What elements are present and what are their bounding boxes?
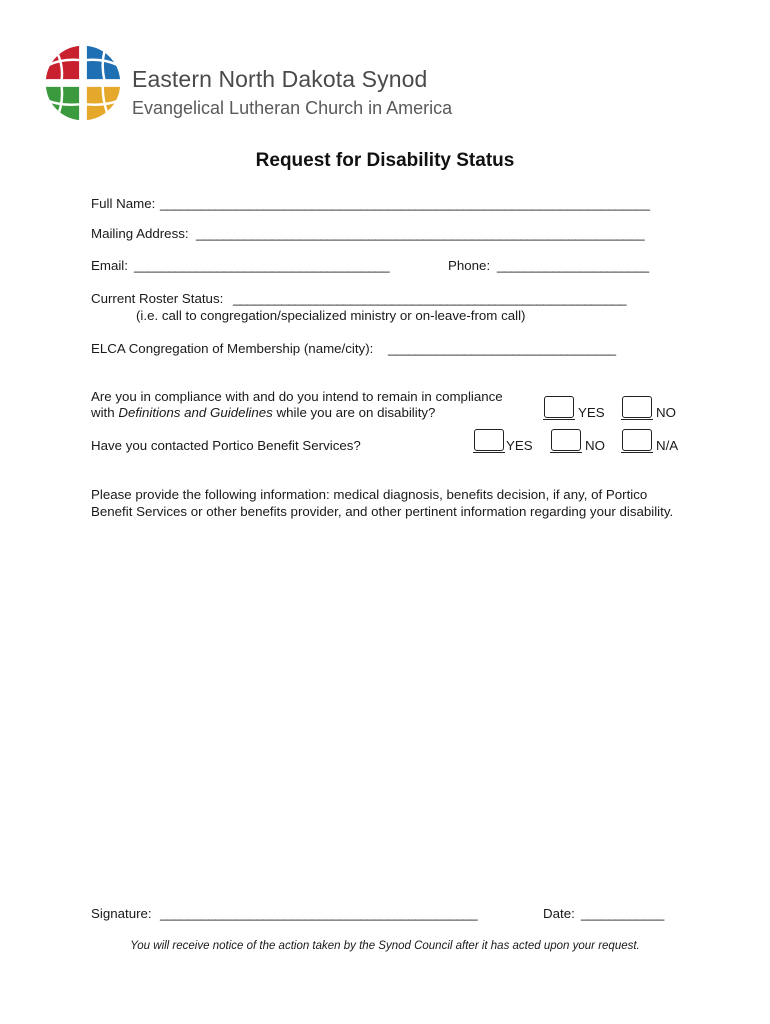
portico-no-checkbox[interactable] bbox=[551, 429, 581, 451]
compliance-with-text: with bbox=[91, 405, 119, 420]
email-label: Email: bbox=[91, 258, 128, 273]
congregation-label: ELCA Congregation of Membership (name/city): bbox=[91, 341, 374, 356]
full-name-label: Full Name: bbox=[91, 196, 156, 211]
form-title: Request for Disability Status bbox=[255, 150, 515, 171]
portico-yes-label: YES bbox=[506, 438, 533, 453]
definitions-guidelines-text: Definitions and Guidelines bbox=[118, 405, 273, 420]
footer-note: You will receive notice of the action taken by the Synod Council after it has acted upon your request. bbox=[130, 940, 640, 952]
congregation-field[interactable]: _________________________________ bbox=[388, 341, 616, 356]
synod-name: Eastern North Dakota Synod bbox=[132, 66, 428, 92]
portico-question: Have you contacted Portico Benefit Services? bbox=[91, 438, 361, 453]
mailing-address-label: Mailing Address: bbox=[91, 226, 189, 241]
info-instructions: Please provide the following information: medical diagnosis, benefits decision, if any, of Portico Benefit Services or other benefits provider, and other pertinent information regarding your disability. bbox=[91, 487, 674, 519]
phone-field[interactable]: ______________________ bbox=[497, 258, 649, 273]
compliance-no-label: NO bbox=[656, 405, 676, 420]
roster-status-hint: (i.e. call to congregation/specialized ministry or on-leave-from call) bbox=[136, 308, 526, 323]
portico-yes-checkbox[interactable] bbox=[474, 429, 504, 451]
phone-label: Phone: bbox=[448, 258, 491, 273]
date-label: Date: bbox=[543, 906, 575, 921]
signature-label: Signature: bbox=[91, 906, 152, 921]
info-response-area[interactable] bbox=[91, 545, 681, 885]
compliance-no-checkbox[interactable] bbox=[622, 396, 652, 418]
date-field[interactable]: ____________ bbox=[581, 906, 664, 921]
church-name: Evangelical Lutheran Church in America bbox=[132, 98, 453, 118]
mailing-address-field[interactable]: _________________________________________________________________ bbox=[196, 226, 645, 241]
compliance-rest-text: while you are on disability? bbox=[272, 405, 436, 420]
elca-cross-logo-icon bbox=[42, 42, 124, 124]
portico-na-checkbox[interactable] bbox=[622, 429, 652, 451]
portico-na-label: N/A bbox=[656, 438, 679, 453]
full-name-field[interactable]: _______________________________________________________________________ bbox=[160, 196, 650, 211]
roster-status-field[interactable]: _________________________________________________________ bbox=[233, 291, 627, 306]
signature-field[interactable]: ______________________________________________ bbox=[160, 906, 478, 921]
email-field[interactable]: _____________________________________ bbox=[134, 258, 390, 273]
roster-status-label: Current Roster Status: bbox=[91, 291, 224, 306]
compliance-yes-checkbox[interactable] bbox=[544, 396, 574, 418]
compliance-yes-label: YES bbox=[578, 405, 605, 420]
compliance-question-line2 bbox=[91, 405, 435, 420]
portico-no-label: NO bbox=[585, 438, 605, 453]
compliance-question-line1: Are you in compliance with and do you intend to remain in compliance bbox=[91, 389, 503, 404]
